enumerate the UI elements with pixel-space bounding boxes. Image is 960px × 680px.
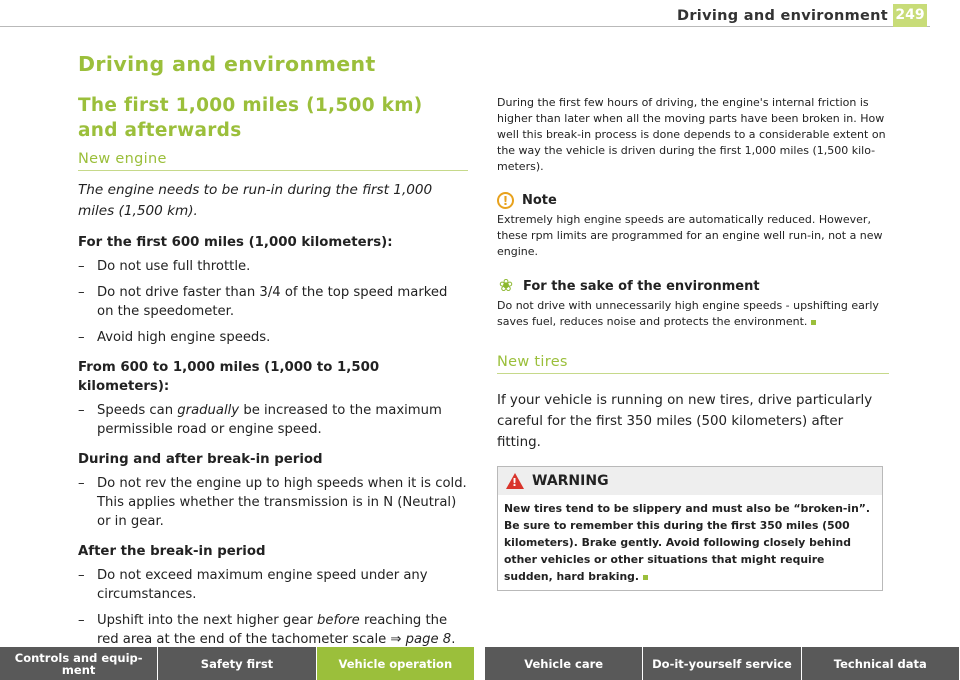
note-text: Extremely high engine speeds are automatically reduced. However, these rpm limits are programmed for an engine well run-in, not a new engine. [497, 213, 883, 258]
item-emphasis: before [317, 613, 360, 628]
list-item: – Do not drive faster than 3/4 of the top speed marked on the speedometer. [78, 283, 468, 321]
page-reference-link[interactable]: ⇒ page 8 [390, 632, 452, 647]
tab-controls-and-equipment[interactable]: Controls and equip-ment [0, 647, 158, 680]
item-emphasis: gradually [177, 403, 240, 418]
section-title: The first 1,000 miles (1,500 km) and afterwards [78, 95, 423, 141]
subsection-title-new-tires: New tires [497, 354, 889, 374]
note-title: Note [522, 193, 557, 208]
list-item: – Do not use full throttle. [78, 257, 468, 276]
list-item: – Avoid high engine speeds. [78, 328, 468, 347]
warning-box [497, 466, 883, 591]
list-600-to-1000 [78, 401, 468, 439]
environment-heading [497, 277, 889, 295]
list-after-break-in [78, 566, 468, 649]
footer-navigation [0, 647, 960, 680]
list-item: – Do not exceed maximum engine speed under any circumstances. [78, 566, 468, 604]
header-rule [0, 26, 930, 27]
list-first-600 [78, 257, 468, 347]
left-column [78, 52, 468, 656]
list-during-break-in [78, 474, 468, 531]
item-text: be increased to the maximum permissible road or engine speed. [97, 403, 442, 437]
right-column [497, 95, 889, 591]
environment-text-body: Do not drive with unnecessarily high engine speeds - upshifting early saves fuel, reduces noise and protects the environment. [497, 299, 879, 328]
heading-first-600: For the first 600 miles (1,000 kilometers): [78, 235, 393, 250]
page-number-badge: 249 [893, 4, 927, 27]
end-of-section-mark [811, 320, 816, 325]
environment-title: For the sake of the environment [523, 278, 760, 294]
list-item: – Do not rev the engine up to high speeds when it is cold. This applies whether the transmission is in N (Neutral) or in gear. [78, 474, 468, 531]
list-item [78, 401, 468, 439]
tab-vehicle-care[interactable]: Vehicle care [485, 647, 643, 680]
note-heading [497, 192, 889, 209]
intro-text: The engine needs to be run-in during the first 1,000 miles (1,500 km). [78, 182, 433, 219]
subsection-title-new-engine: New engine [78, 151, 468, 171]
heading-600-to-1000: From 600 to 1,000 miles (1,000 to 1,500 kilometers): [78, 360, 380, 394]
break-in-paragraph: During the first few hours of driving, the engine's internal friction is higher than later when all the moving parts have been broken in. How well this break-in process is done depends to a considerable extent on the way the vehicle is driven during the first 1,000 miles (1,500 kilo-meters). [497, 96, 886, 173]
tab-technical-data[interactable]: Technical data [802, 647, 960, 680]
item-text: . [451, 632, 456, 647]
warning-heading [498, 467, 882, 495]
item-text: Upshift into the next higher gear [97, 613, 318, 628]
heading-after-break-in: After the break-in period [78, 544, 266, 559]
item-text: Speeds can [97, 403, 178, 418]
environment-text [497, 298, 889, 330]
warning-text-body: New tires tend to be slippery and must also be “broken-in”. Be sure to remember this during the first 350 miles (500 kilometers). Brake gently. Avoid following closely behind other vehicles or other situations that might require sudden, hard braking. [504, 502, 870, 583]
warning-triangle-icon: ! [506, 473, 524, 489]
info-circle-icon: ! [497, 192, 514, 209]
warning-text [498, 495, 882, 590]
running-header-title: Driving and environment [677, 8, 888, 24]
tab-safety-first[interactable]: Safety first [158, 647, 316, 680]
warning-title: WARNING [532, 473, 609, 489]
heading-during-break-in: During and after break-in period [78, 452, 323, 467]
item-text: reaching the red area at the end of the tachometer scale [97, 613, 448, 647]
chapter-title: Driving and environment [78, 52, 376, 76]
leaf-icon: ❀ [498, 276, 514, 296]
tires-text: If your vehicle is running on new tires, drive particularly careful for the first 350 miles (500 kilometers) after fitting. [497, 393, 873, 450]
tab-do-it-yourself-service[interactable]: Do-it-yourself service [643, 647, 801, 680]
end-of-section-mark [643, 575, 648, 580]
tab-vehicle-operation[interactable]: Vehicle operation [317, 647, 475, 680]
list-item [78, 611, 468, 649]
footer-gap [475, 647, 485, 680]
